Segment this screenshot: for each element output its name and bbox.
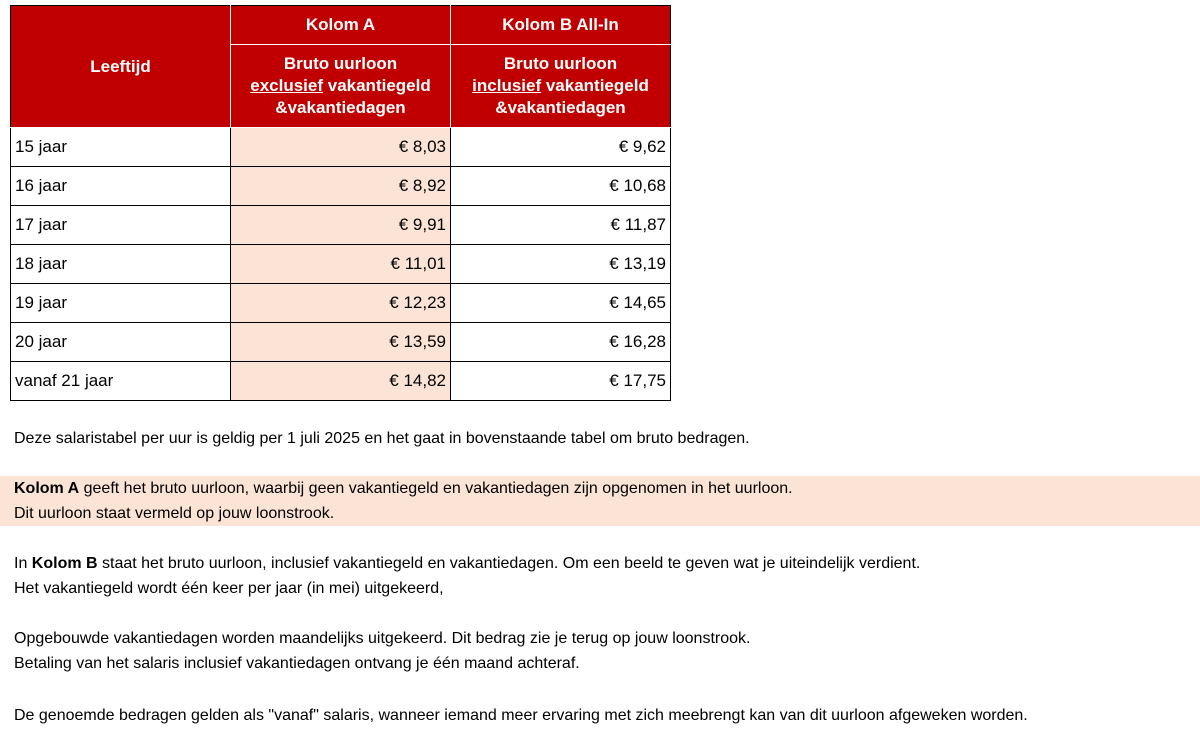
table-row bbox=[11, 206, 671, 245]
age-cell: vanaf 21 jaar bbox=[11, 362, 231, 401]
age-cell: 16 jaar bbox=[11, 167, 231, 206]
column-b-sub-keyword: inclusief bbox=[472, 76, 542, 95]
table-row bbox=[11, 128, 671, 167]
kolom-a-label: Kolom A bbox=[14, 480, 80, 497]
kolom-b-label: Kolom B bbox=[31, 555, 98, 572]
column-b-cell: € 11,87 bbox=[451, 206, 671, 245]
column-a-cell: € 8,92 bbox=[231, 167, 451, 206]
table-row bbox=[11, 362, 671, 401]
table-row bbox=[11, 284, 671, 323]
vacation-days-paragraph bbox=[0, 626, 1200, 676]
age-cell: 18 jaar bbox=[11, 245, 231, 284]
age-column-header: Leeftijd bbox=[11, 6, 231, 128]
column-b-cell: € 17,75 bbox=[451, 362, 671, 401]
salary-table bbox=[10, 5, 671, 401]
column-a-cell: € 12,23 bbox=[231, 284, 451, 323]
column-a-cell: € 11,01 bbox=[231, 245, 451, 284]
column-a-sub-line3: &vakantiedagen bbox=[275, 98, 406, 117]
column-a-sub-line1: Bruto uurloon bbox=[283, 54, 398, 73]
kolom-b-explanation bbox=[0, 551, 1200, 601]
age-cell: 19 jaar bbox=[11, 284, 231, 323]
column-b-cell: € 9,62 bbox=[451, 128, 671, 167]
column-a-cell: € 14,82 bbox=[231, 362, 451, 401]
age-cell: 15 jaar bbox=[11, 128, 231, 167]
column-b-cell: € 10,68 bbox=[451, 167, 671, 206]
column-b-sub-rest: vakantiegeld bbox=[541, 76, 649, 95]
table-row bbox=[11, 167, 671, 206]
vacation-days-line1: Opgebouwde vakantiedagen worden maandelijks uitgekeerd. Dit bedrag zie je terug op jouw loonstrook. bbox=[14, 630, 751, 647]
column-a-title: Kolom A bbox=[231, 6, 451, 45]
disclaimer-paragraph bbox=[0, 703, 1200, 728]
column-b-sub-line3: &vakantiedagen bbox=[495, 98, 626, 117]
table-row bbox=[11, 245, 671, 284]
column-a-cell: € 9,91 bbox=[231, 206, 451, 245]
column-b-sub-line1: Bruto uurloon bbox=[503, 54, 618, 73]
kolom-b-description: staat het bruto uurloon, inclusief vakantiegeld en vakantiedagen. Om een beeld te geven wat je uiteindelijk verdient. bbox=[97, 555, 921, 572]
column-a-subtitle bbox=[231, 45, 451, 128]
holiday-pay-note: Het vakantiegeld wordt één keer per jaar (in mei) uitgekeerd, bbox=[14, 580, 444, 597]
validity-paragraph bbox=[0, 426, 1200, 451]
disclaimer-text: De genoemde bedragen gelden als "vanaf" salaris, wanneer iemand meer ervaring met zich meebrengt kan van dit uurloon afgeweken worden. bbox=[14, 707, 1028, 724]
age-cell: 17 jaar bbox=[11, 206, 231, 245]
validity-text: Deze salaristabel per uur is geldig per 1 juli 2025 en het gaat in bovenstaande tabel om bruto bedragen. bbox=[14, 430, 750, 447]
table-row bbox=[11, 323, 671, 362]
kolom-a-explanation bbox=[0, 476, 1200, 526]
column-b-cell: € 16,28 bbox=[451, 323, 671, 362]
column-a-cell: € 13,59 bbox=[231, 323, 451, 362]
kolom-a-note: Dit uurloon staat vermeld op jouw loonstrook. bbox=[14, 505, 335, 522]
kolom-b-prefix: In bbox=[14, 555, 32, 572]
column-a-cell: € 8,03 bbox=[231, 128, 451, 167]
column-b-cell: € 13,19 bbox=[451, 245, 671, 284]
column-b-cell: € 14,65 bbox=[451, 284, 671, 323]
kolom-a-description: geeft het bruto uurloon, waarbij geen vakantiegeld en vakantiedagen zijn opgenomen in het uurloon. bbox=[79, 480, 793, 497]
column-b-title: Kolom B All-In bbox=[451, 6, 671, 45]
age-cell: 20 jaar bbox=[11, 323, 231, 362]
column-a-sub-rest: vakantiegeld bbox=[323, 76, 431, 95]
column-b-subtitle bbox=[451, 45, 671, 128]
column-a-sub-keyword: exclusief bbox=[250, 76, 324, 95]
vacation-days-line2: Betaling van het salaris inclusief vakantiedagen ontvang je één maand achteraf. bbox=[14, 655, 580, 672]
